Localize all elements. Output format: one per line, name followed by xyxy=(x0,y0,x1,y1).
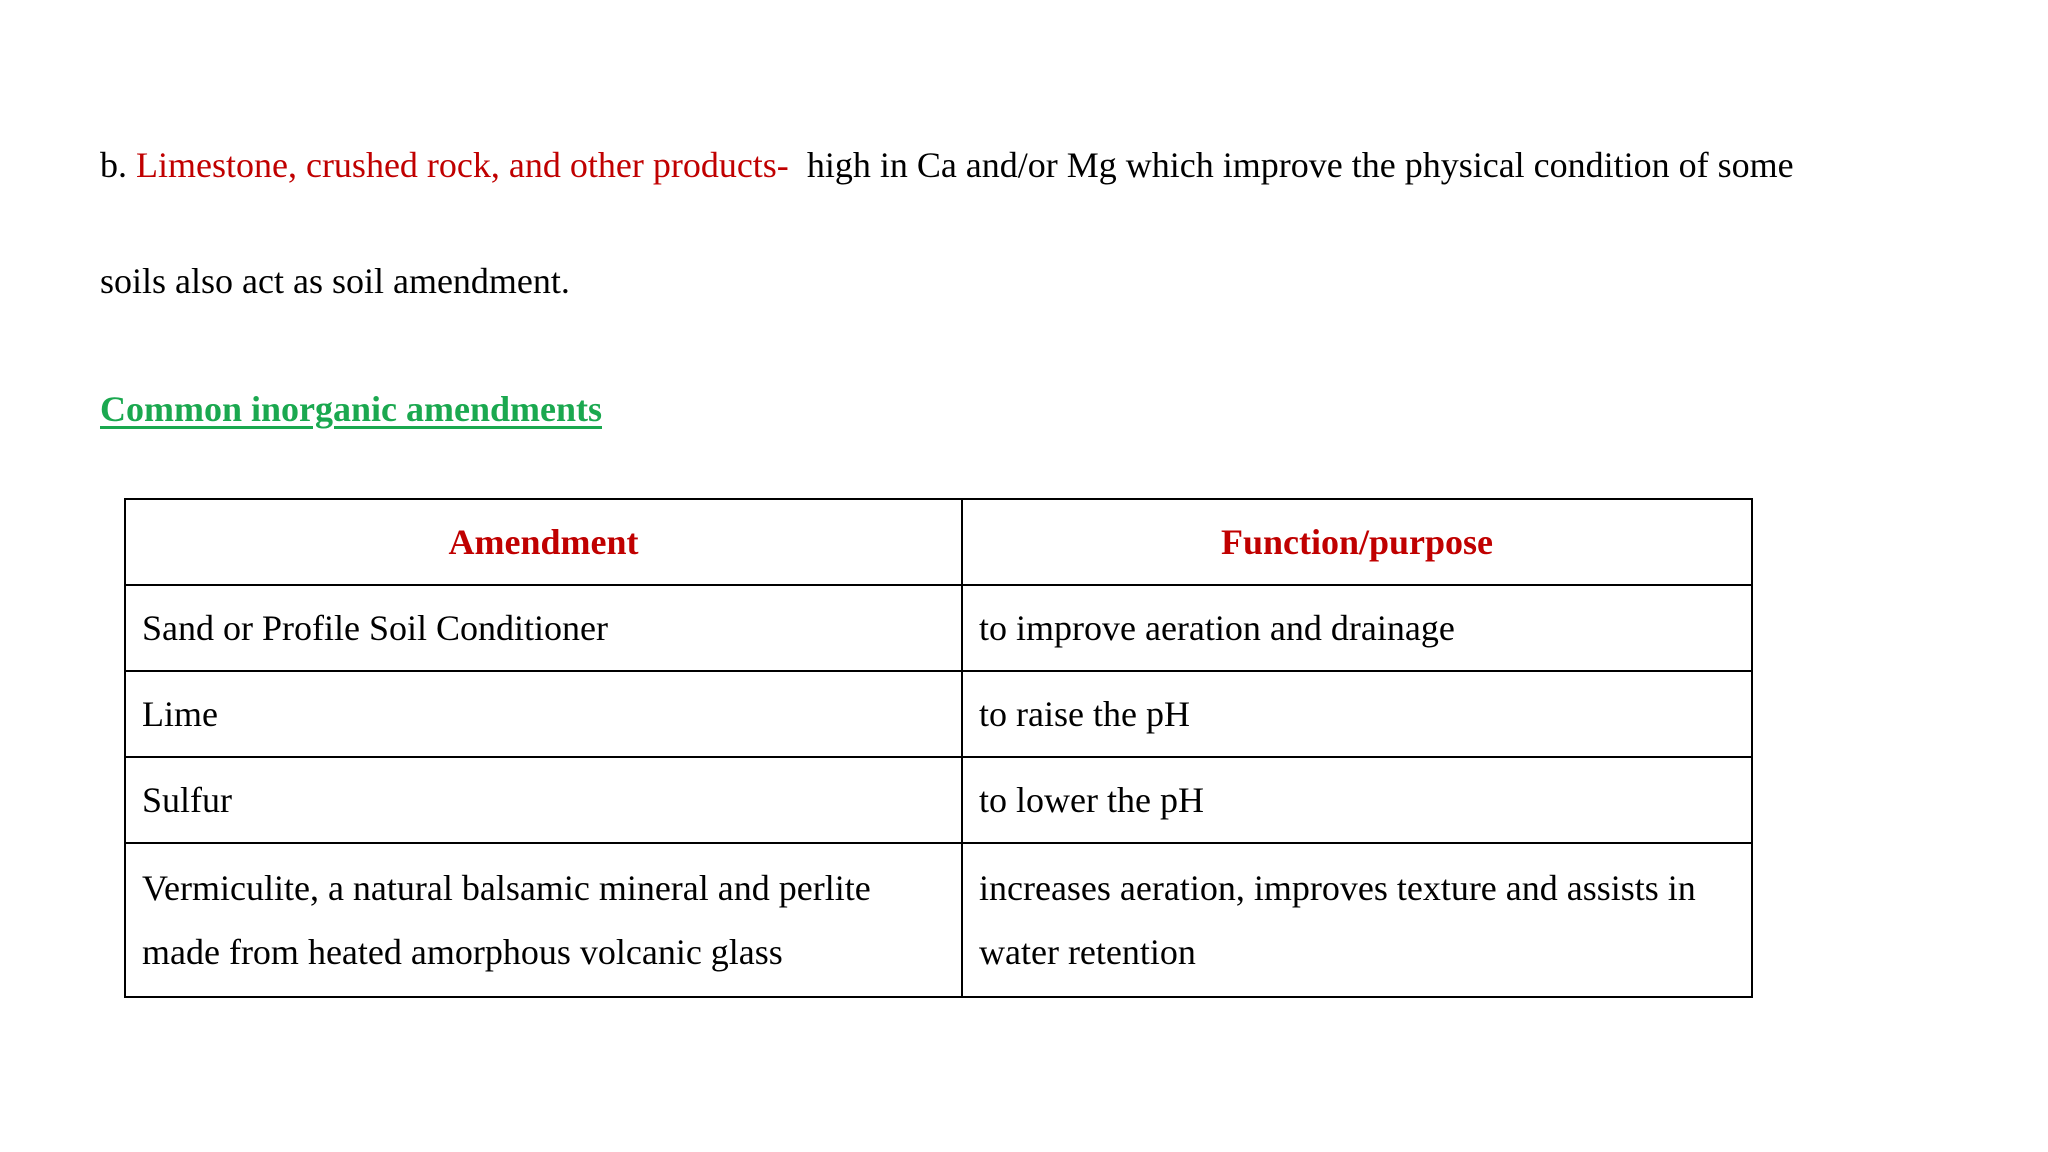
table-row xyxy=(125,671,1752,757)
list-marker: b. xyxy=(100,145,136,185)
amendment-cell: Sulfur xyxy=(125,757,962,843)
function-cell: to lower the pH xyxy=(962,757,1752,843)
amendment-cell: Lime xyxy=(125,671,962,757)
table-row xyxy=(125,843,1752,997)
amendment-cell: Sand or Profile Soil Conditioner xyxy=(125,585,962,671)
table-row xyxy=(125,757,1752,843)
table-row xyxy=(125,585,1752,671)
paragraph-text: high in Ca and/or Mg which improve the physical condition of some xyxy=(788,145,1794,185)
function-cell: to raise the pH xyxy=(962,671,1752,757)
paragraph-line-1 xyxy=(100,145,1794,185)
table-header-row xyxy=(125,499,1752,585)
function-cell: increases aeration, improves texture and assists in water retention xyxy=(962,843,1752,997)
column-header-amendment: Amendment xyxy=(125,499,962,585)
amendments-table xyxy=(124,498,1753,998)
column-header-function: Function/purpose xyxy=(962,499,1752,585)
section-heading: Common inorganic amendments xyxy=(100,389,602,429)
paragraph-line-2: soils also act as soil amendment. xyxy=(100,261,570,301)
function-cell: to improve aeration and drainage xyxy=(962,585,1752,671)
highlighted-term: Limestone, crushed rock, and other products- xyxy=(136,145,789,185)
amendment-cell: Vermiculite, a natural balsamic mineral and perlite made from heated amorphous volcanic glass xyxy=(125,843,962,997)
